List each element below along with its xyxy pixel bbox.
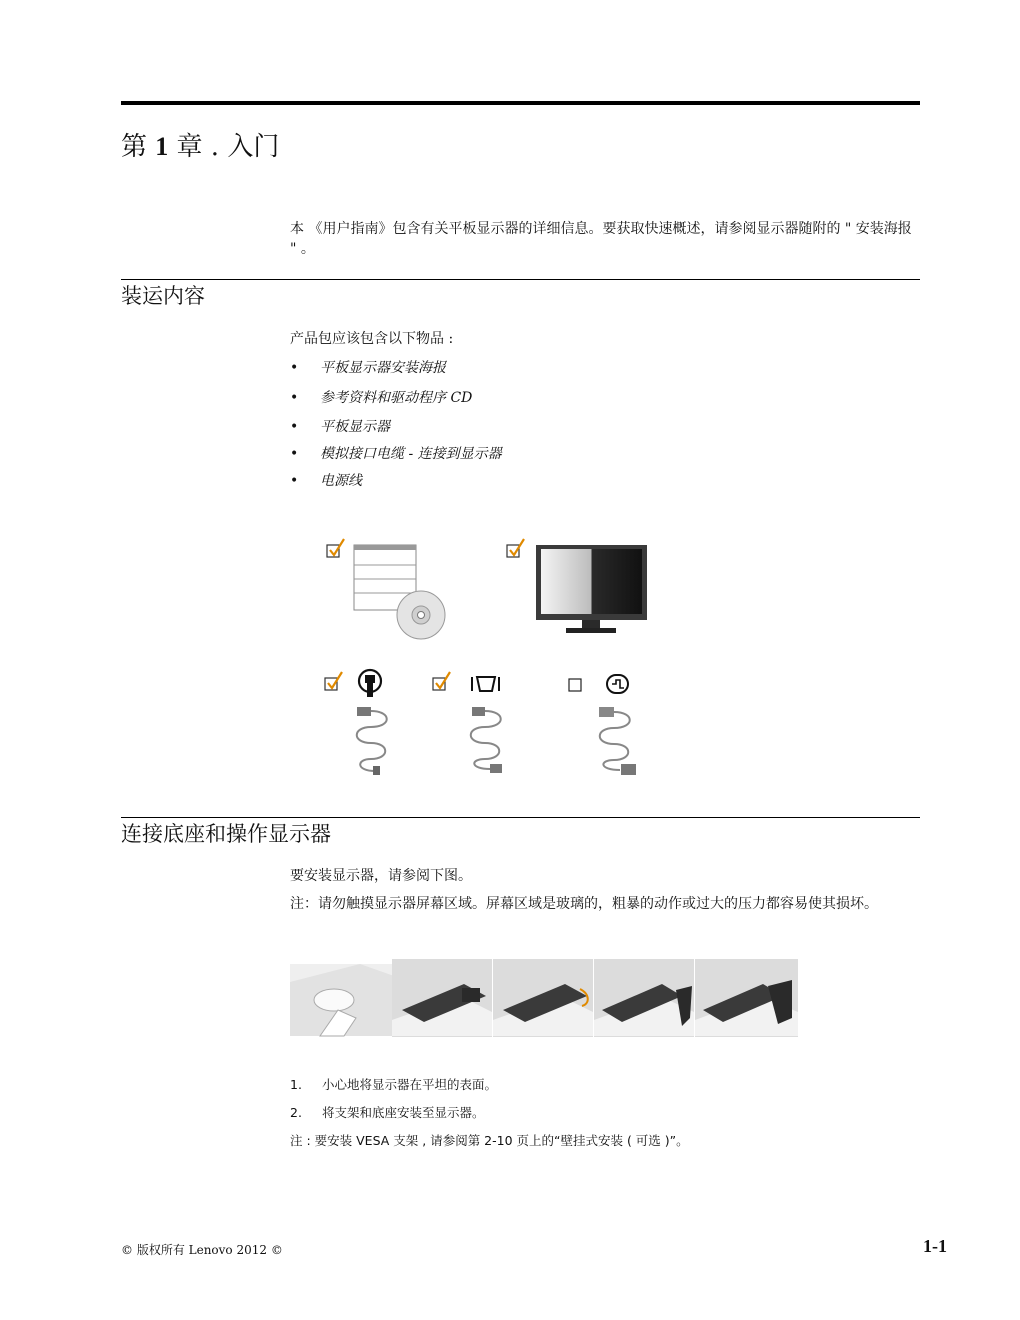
list-item: [290, 388, 472, 408]
attach-base-panel: [594, 959, 694, 1037]
chapter-title: [121, 130, 279, 164]
power-plug-icon: [359, 670, 381, 697]
chapter-number: 1: [155, 132, 169, 161]
list-item-text: 模拟接口电缆 - 连接到显示器: [320, 446, 502, 462]
list-item: [290, 358, 446, 378]
copyright-footer: © 版权所有 Lenovo 2012 ©: [121, 1243, 283, 1257]
bullet: •: [290, 473, 299, 489]
list-item-text: 电源线: [320, 473, 362, 489]
top-rule: [121, 101, 920, 105]
cd-icon: [397, 591, 445, 639]
power-cable-icon: [357, 707, 387, 775]
chapter-suffix: 章 . 入门: [176, 132, 280, 162]
checked-checkbox-icon: [327, 539, 344, 557]
connect-note: 注：请勿触摸显示器屏幕区域。屏幕区域是玻璃的，粗暴的动作或过大的压力都容易使其损坏。: [290, 896, 878, 912]
section-rule: [121, 817, 920, 818]
bullet: •: [290, 419, 299, 435]
vesa-note: 注 : 要安装 VESA 支架 , 请参阅第 2-10 页上的“壁挂式安装 ( 可选 )”。: [290, 1133, 689, 1148]
vga-connector-icon: [472, 677, 499, 691]
shipping-lead: 产品包应该包含以下物品 :: [290, 331, 454, 347]
bullet: •: [290, 390, 299, 406]
section-title-shipping: 装运内容: [121, 284, 205, 308]
attach-stand-panel: [493, 959, 593, 1037]
vga-cable-icon: [471, 707, 502, 773]
dvi-cable-icon: [599, 707, 636, 775]
list-item-text: 平板显示器: [320, 419, 390, 435]
step-text: 小心地将显示器在平坦的表面。: [322, 1077, 498, 1092]
step-number: 1.: [290, 1077, 302, 1092]
place-monitor-panel: [392, 959, 492, 1037]
dvi-connector-icon: [607, 675, 628, 693]
wipe-screen-panel: [290, 964, 394, 1036]
unchecked-checkbox-icon: [569, 679, 581, 691]
list-item: [290, 471, 362, 491]
bullet: •: [290, 360, 299, 376]
step-2: [290, 1103, 920, 1123]
list-item-text: 平板显示器安装海报: [320, 360, 446, 376]
checked-checkbox-icon: [433, 672, 450, 690]
section-rule: [121, 279, 920, 280]
setup-steps-illustration: [290, 956, 798, 1038]
monitor-icon: [536, 545, 647, 633]
bullet: •: [290, 446, 299, 462]
complete-assembly-panel: [695, 959, 798, 1037]
list-item: [290, 417, 390, 437]
step-number: 2.: [290, 1105, 302, 1120]
package-contents-illustration: [320, 535, 660, 780]
intro-paragraph: 本 《用户指南》包含有关平板显示器的详细信息。要获取快速概述，请参阅显示器随附的 " 安装海报 " 。: [290, 221, 912, 257]
section-title-connect: 连接底座和操作显示器: [121, 822, 331, 846]
page-number: 1-1: [923, 1236, 947, 1256]
checked-checkbox-icon: [325, 672, 342, 690]
chapter-prefix: 第: [121, 132, 148, 162]
list-item: [290, 444, 502, 464]
list-item-text: 参考资料和驱动程序 CD: [320, 390, 473, 406]
connect-lead: 要安装显示器，请参阅下图。: [290, 868, 472, 884]
step-text: 将支架和底座安装至显示器。: [322, 1105, 485, 1120]
checked-checkbox-icon: [507, 539, 524, 557]
step-1: [290, 1075, 920, 1095]
